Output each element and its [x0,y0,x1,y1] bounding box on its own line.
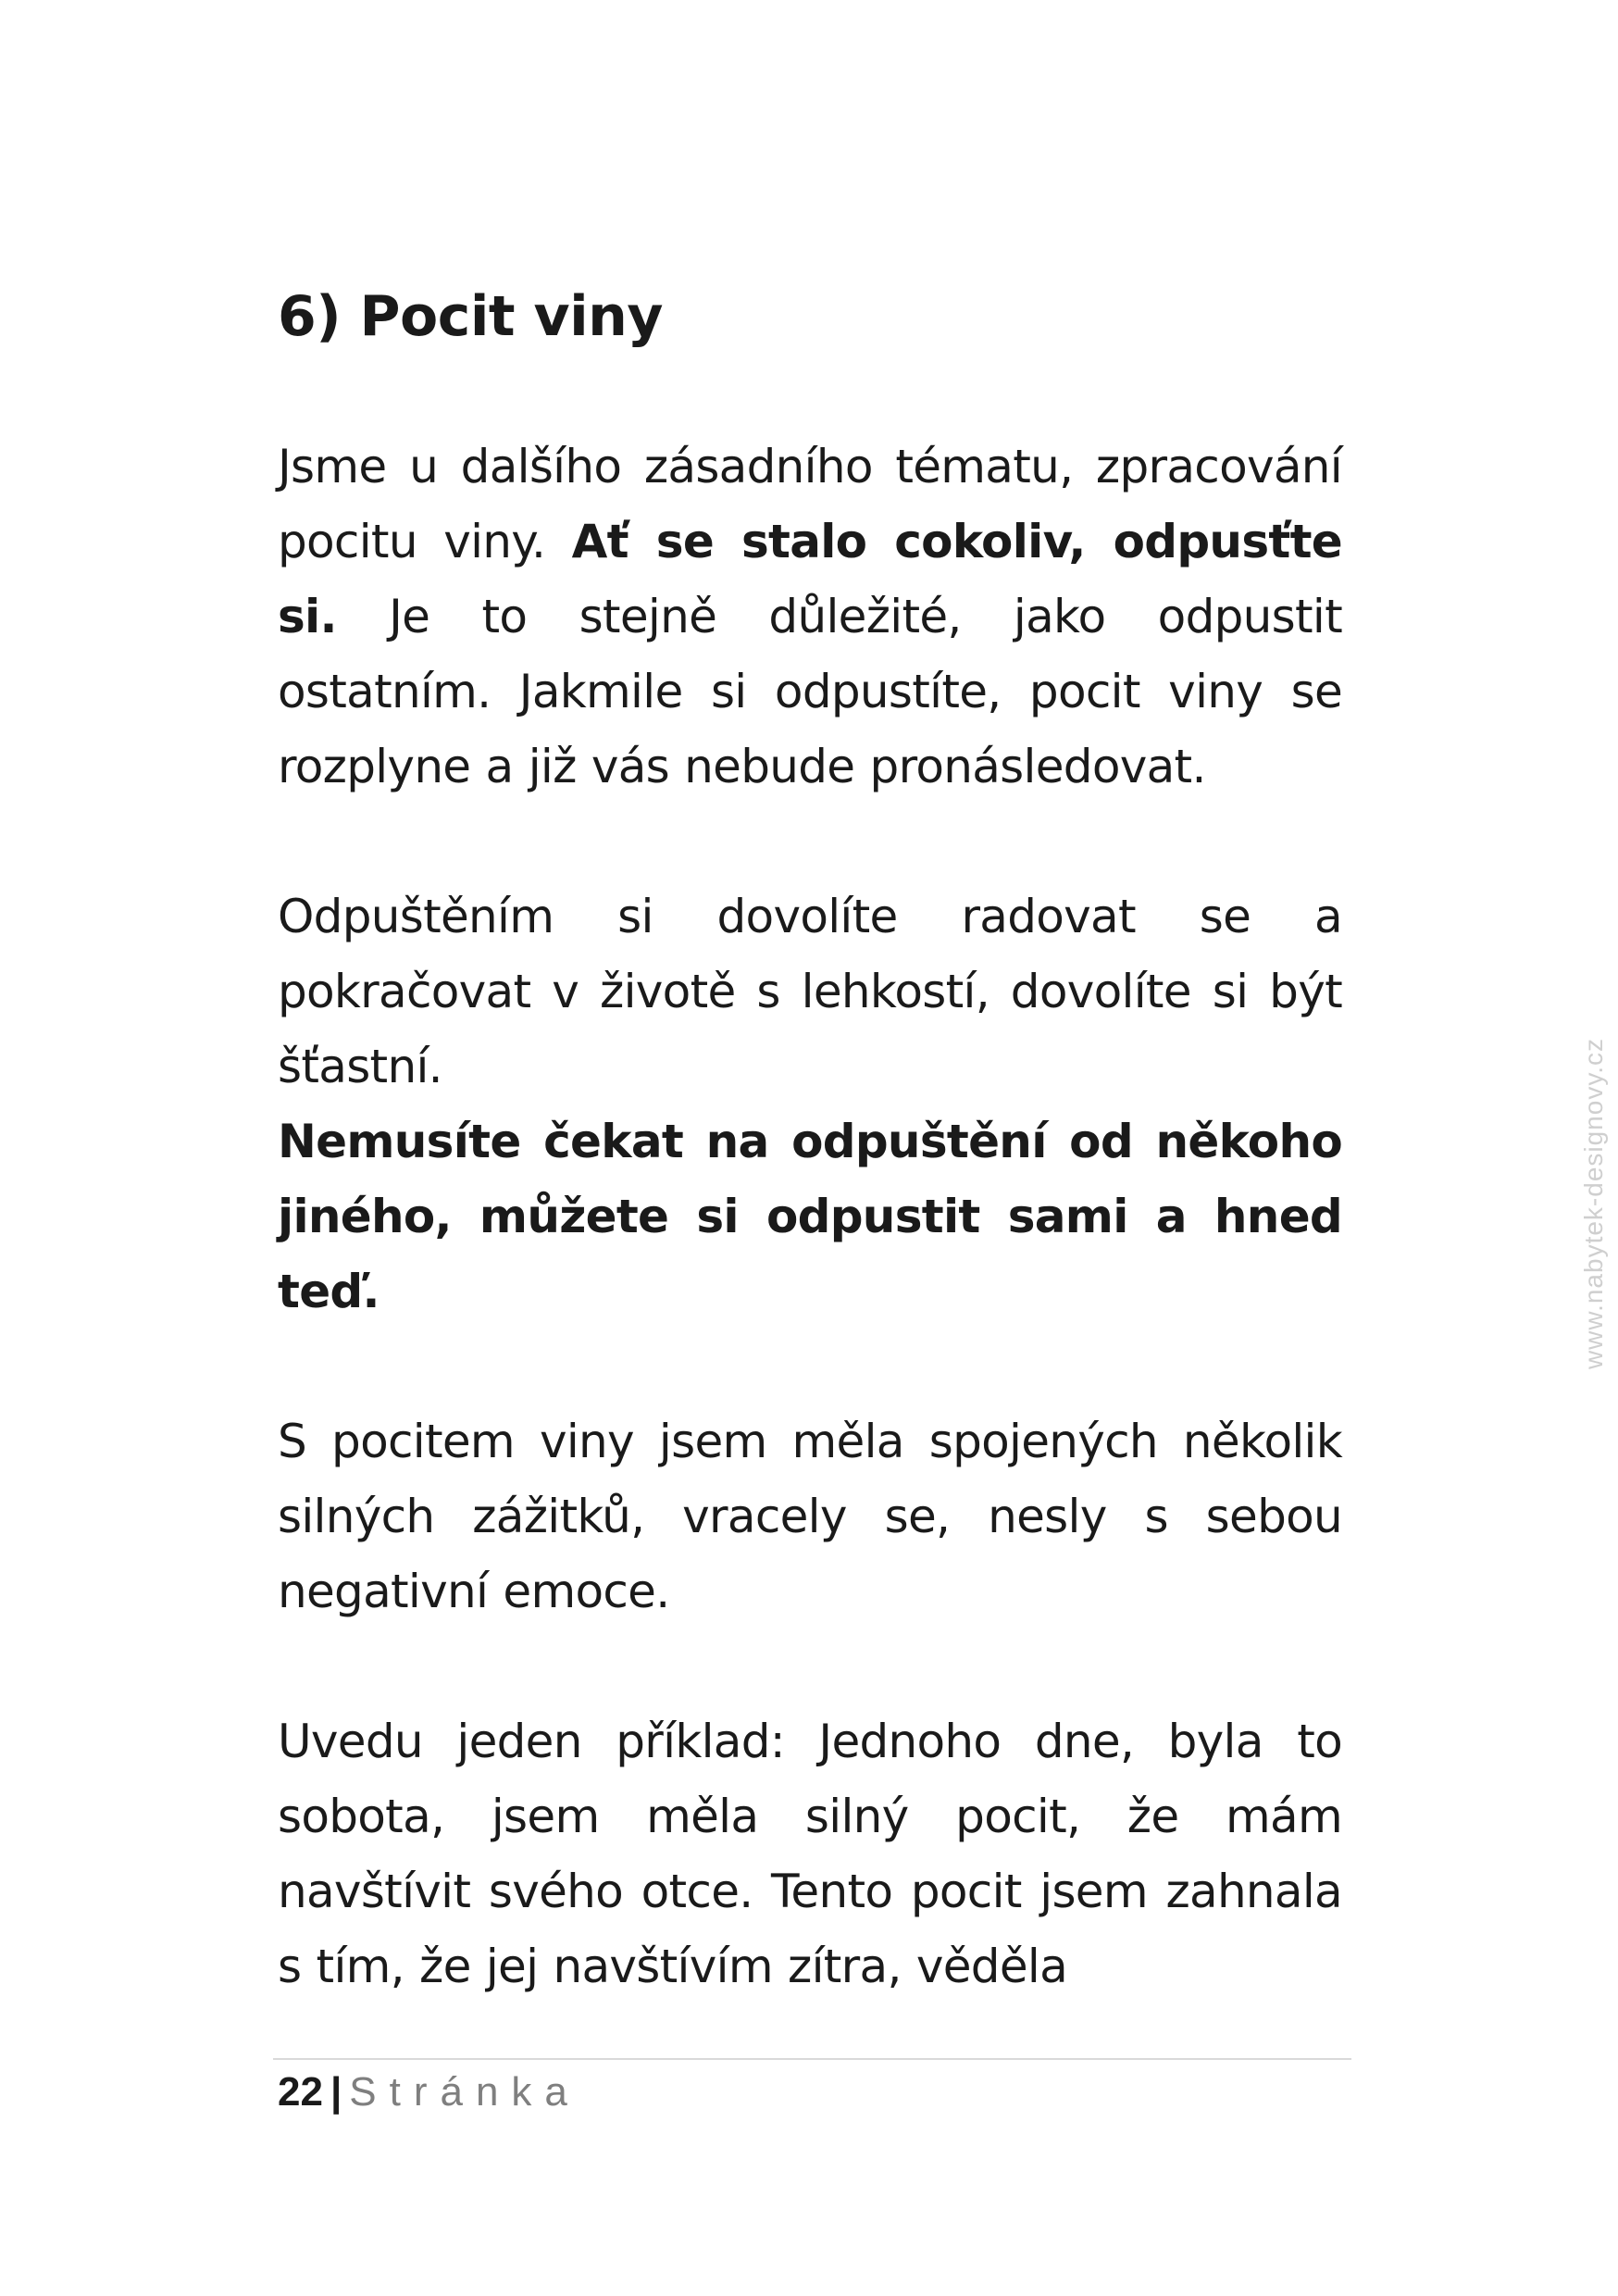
page-label: Stránka [349,2069,580,2115]
page-separator: | [330,2069,342,2115]
paragraph-3 [278,1104,1342,1329]
paragraph-1 [278,430,1342,805]
paragraph-2-text: Odpuštěním si dovolíte radovat se a pokračovat v životě s lehkostí, dovolíte si být šťastní. [278,890,1342,1093]
paragraph-1-bold: Ať se stalo cokoliv, odpusťte si. [278,515,1343,643]
paragraph-4-text: S pocitem viny jsem měla spojených několik silných zážitků, vracely se, nesly s sebou negativní emoce. [278,1415,1342,1618]
section-heading: 6) Pocit viny [278,284,663,349]
paragraph-1-text-a: Jsme u dalšího zásadního tématu, zpracování pocitu viny. [278,440,1342,568]
watermark-url: www.nabytek-designovy.cz [1579,1037,1608,1370]
footer-divider [273,2058,1351,2060]
paragraph-5-text: Uvedu jeden příklad: Jednoho dne, byla to sobota, jsem měla silný pocit, že mám navštívit svého otce. Tento pocit jsem zahnala s tím, že jej navštívím zítra, věděla [278,1715,1342,1993]
page-footer [278,2065,580,2120]
paragraph-5 [278,1704,1342,2004]
page-number: 22 [278,2069,323,2115]
paragraph-4 [278,1404,1342,1629]
paragraph-3-bold: Nemusíte čekat na odpuštění od někoho jiného, můžete si odpustit sami a hned teď. [278,1115,1342,1318]
paragraph-2 [278,880,1342,1104]
page-body [278,278,1342,2004]
paragraph-1-text-b: Je to stejně důležité, jako odpustit ostatním. Jakmile si odpustíte, pocit viny se rozplyne a již vás nebude pronásledovat. [278,590,1342,793]
